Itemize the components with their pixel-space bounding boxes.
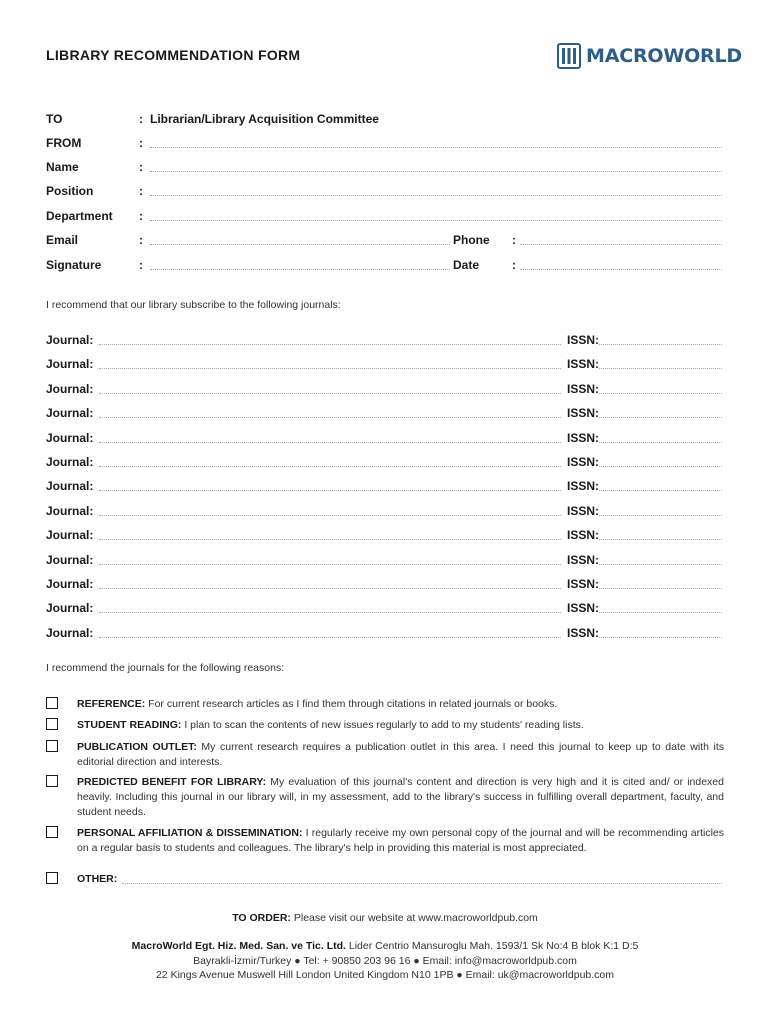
journal-field[interactable] <box>99 442 561 443</box>
journal-field[interactable] <box>99 393 561 394</box>
position-label: Position <box>46 184 94 198</box>
issn-label: ISSN: <box>567 601 600 616</box>
journal-row <box>46 626 722 642</box>
date-colon: : <box>512 258 516 272</box>
to-row <box>46 112 722 128</box>
issn-field[interactable] <box>599 515 722 516</box>
macroworld-logo-icon <box>557 43 581 69</box>
journal-label: Journal: <box>46 430 94 445</box>
journal-row <box>46 382 722 398</box>
predicted-benefit-checkbox[interactable] <box>46 775 58 787</box>
journal-label: Journal: <box>46 552 94 567</box>
journal-row <box>46 455 722 471</box>
journal-row <box>46 479 722 495</box>
date-field[interactable] <box>520 269 722 270</box>
from-row <box>46 136 722 152</box>
name-row <box>46 160 722 176</box>
position-row <box>46 184 722 200</box>
issn-label: ISSN: <box>567 381 600 396</box>
reason-personal-affiliation <box>46 826 726 858</box>
reason-title: REFERENCE: <box>77 698 146 710</box>
reason-title: STUDENT READING: <box>77 719 182 731</box>
from-label: FROM <box>46 136 82 150</box>
journal-field[interactable] <box>99 344 561 345</box>
journal-row <box>46 553 722 569</box>
signature-colon: : <box>139 258 143 272</box>
issn-label: ISSN: <box>567 357 600 372</box>
company-address <box>0 939 770 983</box>
issn-field[interactable] <box>599 466 722 467</box>
journal-field[interactable] <box>99 588 561 589</box>
reason-text: My current research requires a publication outlet in this area. I need this journal to keep up to date with its editorial direction and interests. <box>77 741 724 768</box>
reason-text: I plan to scan the contents of new issues regularly to add to my students' reading lists. <box>181 719 584 731</box>
name-colon: : <box>139 160 143 174</box>
reason-predicted-benefit <box>46 775 726 821</box>
journal-field[interactable] <box>99 637 561 638</box>
name-field[interactable] <box>150 171 722 172</box>
student-reading-checkbox[interactable] <box>46 718 58 730</box>
journal-row <box>46 504 722 520</box>
publication-outlet-checkbox[interactable] <box>46 740 58 752</box>
to-label: TO <box>46 112 63 126</box>
reasons-intro: I recommend the journals for the following reasons: <box>46 662 285 674</box>
signature-label: Signature <box>46 258 102 272</box>
journal-row <box>46 528 722 544</box>
position-colon: : <box>139 184 143 198</box>
reference-checkbox[interactable] <box>46 697 58 709</box>
issn-label: ISSN: <box>567 503 600 518</box>
issn-field[interactable] <box>599 612 722 613</box>
journal-row <box>46 406 722 422</box>
reason-title: PUBLICATION OUTLET: <box>77 741 197 753</box>
issn-field[interactable] <box>599 344 722 345</box>
signature-field[interactable] <box>150 269 450 270</box>
issn-label: ISSN: <box>567 479 600 494</box>
phone-field[interactable] <box>520 244 722 245</box>
reason-text: I regularly receive my own personal copy of the journal and will be recommending articles on a regular basis to students and colleagues. The library's help in providing this material is most appreciated. <box>77 827 724 854</box>
journal-label: Journal: <box>46 528 94 543</box>
journal-row <box>46 333 722 349</box>
to-colon: : <box>139 112 143 126</box>
issn-label: ISSN: <box>567 552 600 567</box>
issn-label: ISSN: <box>567 406 600 421</box>
issn-label: ISSN: <box>567 455 600 469</box>
email-label: Email <box>46 233 79 247</box>
journals-intro: I recommend that our library subscribe to the following journals: <box>46 299 341 311</box>
reason-other <box>46 872 726 888</box>
issn-label: ISSN: <box>567 430 600 445</box>
position-field[interactable] <box>150 195 722 196</box>
email-colon: : <box>139 233 143 247</box>
journal-field[interactable] <box>99 368 561 369</box>
name-label: Name <box>46 160 79 174</box>
from-field[interactable] <box>150 147 722 148</box>
reason-text: For current research articles as I find them through citations in related journals or books. <box>145 698 558 710</box>
journal-field[interactable] <box>99 417 561 418</box>
order-text: Please visit our website at www.macroworldpub.com <box>290 912 538 924</box>
journal-label: Journal: <box>46 503 94 518</box>
reason-title: PREDICTED BENEFIT FOR LIBRARY: <box>77 776 267 788</box>
issn-field[interactable] <box>599 417 722 418</box>
form-title: LIBRARY RECOMMENDATION FORM <box>46 47 301 63</box>
journal-label: Journal: <box>46 381 94 396</box>
journal-row <box>46 431 722 447</box>
journal-row <box>46 601 722 617</box>
other-field[interactable] <box>122 883 722 884</box>
phone-colon: : <box>512 233 516 247</box>
issn-field[interactable] <box>599 368 722 369</box>
journal-label: Journal: <box>46 625 94 640</box>
journal-field[interactable] <box>99 466 561 467</box>
issn-field[interactable] <box>599 393 722 394</box>
email-phone-row <box>46 233 722 249</box>
journal-label: Journal: <box>46 406 94 421</box>
brand-name: MACROWORLD <box>586 45 742 67</box>
brand-logo <box>557 43 742 69</box>
issn-field[interactable] <box>599 442 722 443</box>
issn-field[interactable] <box>599 564 722 565</box>
department-label: Department <box>46 209 113 223</box>
personal-affiliation-checkbox[interactable] <box>46 826 58 838</box>
reason-publication-outlet <box>46 740 726 772</box>
reason-student-reading <box>46 718 726 734</box>
reason-title: PERSONAL AFFILIATION & DISSEMINATION: <box>77 827 303 839</box>
issn-field[interactable] <box>599 588 722 589</box>
issn-label: ISSN: <box>567 625 600 640</box>
issn-label: ISSN: <box>567 577 600 591</box>
issn-field[interactable] <box>599 539 722 540</box>
date-label: Date <box>453 258 480 272</box>
email-field[interactable] <box>150 244 450 245</box>
journal-label: Journal: <box>46 577 94 591</box>
journal-field[interactable] <box>99 539 561 540</box>
order-label: TO ORDER: <box>232 912 291 924</box>
journal-field[interactable] <box>99 564 561 565</box>
issn-label: ISSN: <box>567 333 600 347</box>
journal-label: Journal: <box>46 601 94 616</box>
order-line <box>0 911 770 926</box>
phone-label: Phone <box>453 233 490 247</box>
department-field[interactable] <box>150 220 722 221</box>
reason-reference <box>46 697 726 713</box>
journal-label: Journal: <box>46 357 94 372</box>
journal-row <box>46 577 722 593</box>
journal-field[interactable] <box>99 612 561 613</box>
journal-label: Journal: <box>46 455 94 469</box>
from-colon: : <box>139 136 143 150</box>
address-line-3: 22 Kings Avenue Muswell Hill London United Kingdom N10 1PB ● Email: uk@macroworldpub.com <box>155 969 615 981</box>
journal-label: Journal: <box>46 479 94 494</box>
journal-field[interactable] <box>99 515 561 516</box>
issn-field[interactable] <box>599 490 722 491</box>
other-checkbox[interactable] <box>46 872 58 884</box>
to-value: Librarian/Library Acquisition Committee <box>150 112 379 126</box>
address-line-1: Lider Centrio Mansuroglu Mah. 1593/1 Sk No:4 B blok K:1 D:5 <box>345 940 639 952</box>
issn-label: ISSN: <box>567 528 600 543</box>
issn-field[interactable] <box>599 637 722 638</box>
other-label: OTHER: <box>77 873 118 885</box>
signature-date-row <box>46 258 722 274</box>
company-name: MacroWorld Egt. Hiz. Med. San. ve Tic. Ltd. <box>131 940 346 952</box>
department-row <box>46 209 722 225</box>
address-line-2: Bayrakli-İzmir/Turkey ● Tel: + 90850 203 96 16 ● Email: info@macroworldpub.com <box>193 954 577 967</box>
journal-row <box>46 357 722 373</box>
journal-field[interactable] <box>99 490 561 491</box>
reason-text: My evaluation of this journal's content and direction is very high and it is cited and/ or indexed heavily. Including this journal in our library will, in my assessment, add to the library's success in fulfilling overall department, faculty, and student needs. <box>77 776 724 818</box>
department-colon: : <box>139 209 143 223</box>
journal-label: Journal: <box>46 333 94 347</box>
